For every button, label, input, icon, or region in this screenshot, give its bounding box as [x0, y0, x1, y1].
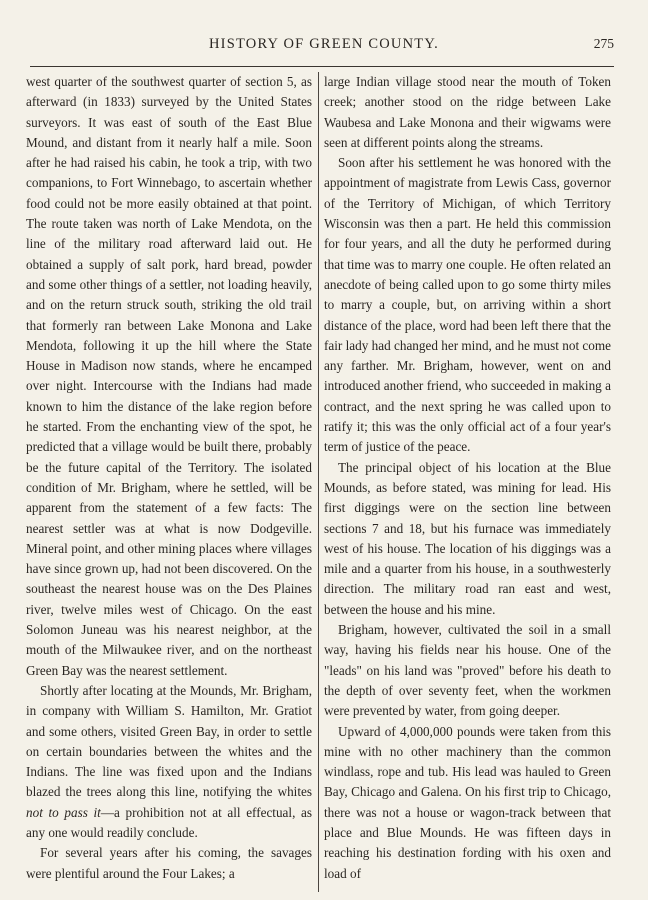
column-divider — [318, 72, 319, 892]
header-rule — [30, 66, 614, 67]
running-title: HISTORY OF GREEN COUNTY. — [209, 36, 439, 52]
paragraph — [26, 681, 312, 843]
paragraph-text: Shortly after locating at the Mounds, Mr. Brigham, in company with William S. Hamilton, Mr. Gratiot and some others, visited Green Bay, in order to settle on certain boundaries between the whites and the Indians. The line was fixed upon and the Indians blazed the trees along this line, notifying the whites — [26, 682, 312, 800]
paragraph: Soon after his settlement he was honored with the appointment of magistrate from Lewis Cass, governor of the Territory of Michigan, of which Territory Wisconsin was then a part. He held this commission for four years, and all the duty he performed during that time was to marry one couple. He often related an anecdote of being called upon to go some thirty miles to marry a couple, but, on arriving within a short distance of the place, word had been left there that the fair lady had changed her mind, and he must not come any farther. Mr. Brigham, however, went on and introduced another friend, who succeeded in making a contract, and the next spring he was called upon to ratify it; this was the only official act of a four year's term of justice of the peace. — [324, 155, 611, 455]
paragraph: For several years after his coming, the savages were plentiful around the Four Lakes; a — [26, 845, 312, 881]
page-number: 275 — [593, 36, 614, 51]
paragraph: The principal object of his location at the Blue Mounds, as before stated, was mining for lead. His first diggings were on the section line between sections 7 and 18, but his furnace was immediately west of his house. The location of his diggings was a mile and a quarter from his house, in a southwesterly direction. The military road ran east and west, between the house and his mine. — [324, 459, 611, 617]
page-header — [0, 36, 648, 58]
paragraph: Upward of 4,000,000 pounds were taken from this mine with no other machinery than the common windlass, rope and tub. His lead was hauled to Green Bay, Chicago and Galena. On his first trip to Chicago, there was not a house or wagon-track between that place and Blue Mounds. He was fifteen days in reaching his destination fording with his oxen and load of — [324, 723, 611, 881]
right-column — [324, 72, 611, 884]
paragraph: large Indian village stood near the mouth of Token creek; another stood on the ridge between Lake Waubesa and Lake Monona and their wigwams were seen at different points along the streams. — [324, 74, 611, 150]
left-column — [26, 72, 312, 884]
paragraph: Brigham, however, cultivated the soil in a small way, having his fields near his house. One of the "leads" on his land was "proved" before his death to the depth of over seventy feet, when the workmen were prevented by water, from going deeper. — [324, 622, 611, 719]
paragraph-text: —a prohibition not at all effectual, as any one would readily conclude. — [26, 804, 312, 840]
italic-emphasis: not to pass it — [26, 804, 101, 820]
paragraph: west quarter of the southwest quarter of section 5, as afterward (in 1833) surveyed by the United States surveyors. It was east of south of the East Blue Mound, and distant from it nearly half a mile. Soon after he had raised his cabin, he took a trip, with two companions, to Fort Winnebago, to ascertain whether food could not be more easily obtained at that point. The route taken was north of Lake Mendota, on the line of the military road afterward laid out. He obtained a supply of salt pork, hard bread, powder and some other things of a settler, not loading heavily, and on the return struck south, striking the old trail that formerly ran between Lake Monona and Lake Mendota, following it up the hill where the State House in Madison now stands, where he encamped over night. Intercourse with the Indians had made known to him the distance of the lake region before he started. From the enchanting view of the spot, he predicted that a village would be built there, probably be the future capital of the Territory. The isolated condition of Mr. Brigham, where he settled, will be apparent from the statement of a few facts: The nearest settler was at what is now Dodgeville. Mineral point, and other mining places where villages have since grown up, had not been discovered. On the southeast the nearest house was on the Des Plaines river, twelve miles west of Chicago. On the east Solomon Juneau was his nearest neighbor, at the mouth of the Milwaukee river, and on the northeast Green Bay was the nearest settlement. — [26, 74, 312, 678]
